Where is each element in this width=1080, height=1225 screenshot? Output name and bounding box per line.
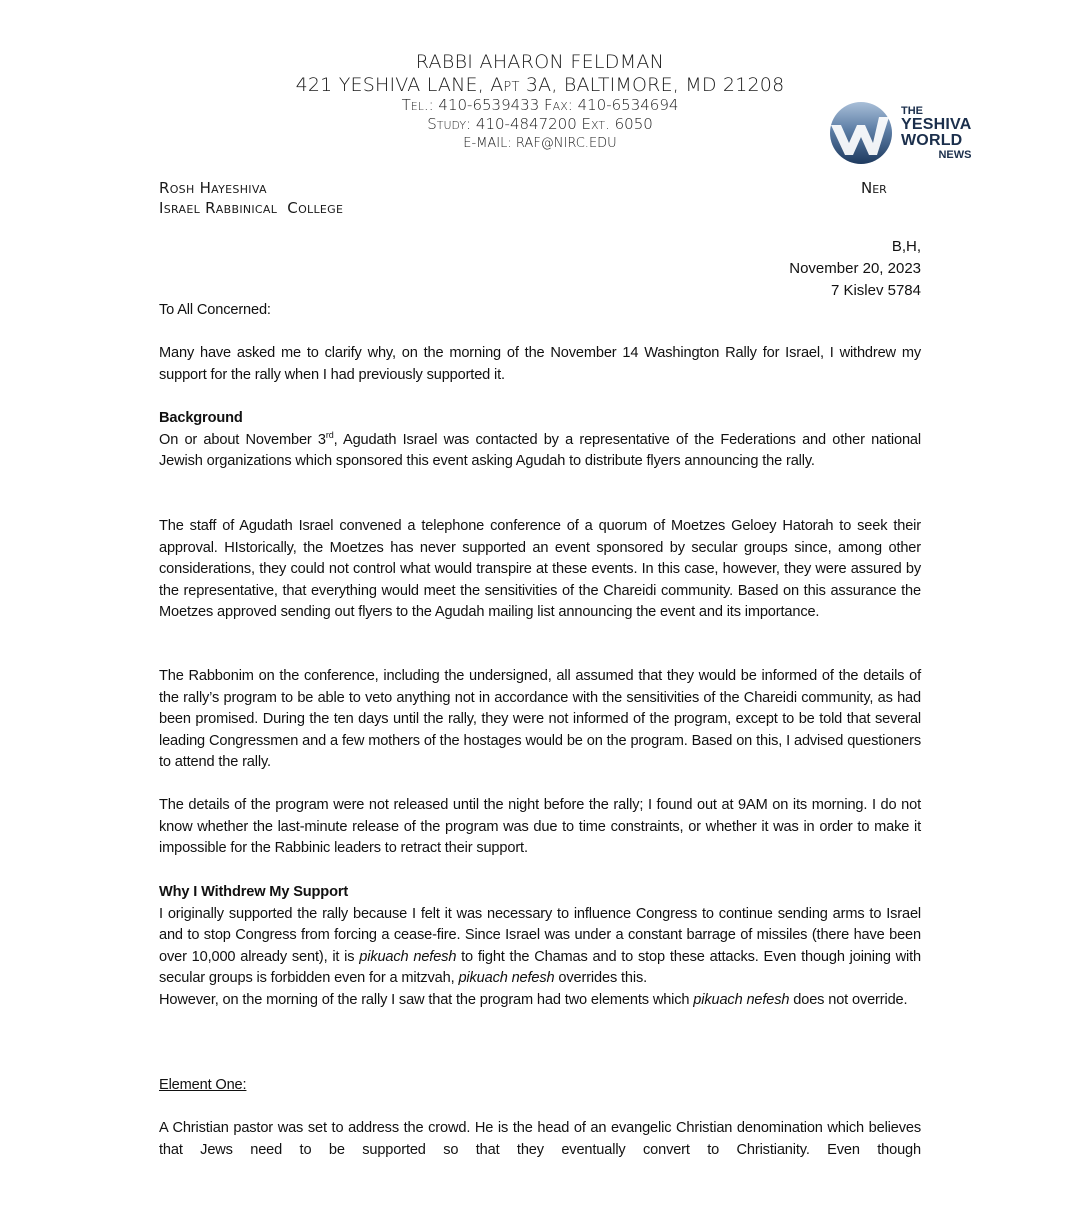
ext-label: Ext. <box>581 115 610 133</box>
affiliation-institution: Israel Rabbinical College <box>159 199 344 217</box>
why-p2-a: However, on the morning of the rally I saw that the program had two elements which <box>159 991 694 1008</box>
why-p1-c: overrides this. <box>554 970 648 986</box>
background-p3-text: The Rabbonim on the conference, including the undersigned, all assumed that they would be informed of the details of the rally’s program to be able to veto anything not in accordance with the sensitivities of the Chareidi community, as had been promised. During the ten days until the rally, they were not informed of the program, except to be told that several leading Congressmen and a few mothers of the hostages would be on the program. Based on this, I advised questioners to attend the rally. <box>159 668 921 770</box>
logo-news: NEWS <box>938 149 972 161</box>
fax-number: 410-6534694 <box>572 96 679 114</box>
tel-number: 410-6539433 <box>433 96 545 114</box>
background-heading: Background <box>159 410 243 426</box>
element-one-text: A Christian pastor was set to address the crowd. He is the head of an evangelic Christian denomination which believes that Jews need to be supported so that they eventually convert to Christianity. Even though <box>159 1120 921 1158</box>
date-bh: B,H, <box>891 238 921 255</box>
background-section <box>159 408 921 473</box>
letterhead-name: RABBI AHARON FELDMAN <box>415 51 665 73</box>
why-heading: Why I Withdrew My Support <box>159 884 349 900</box>
logo-text <box>901 106 971 161</box>
date-hebrew: 7 Kislev 5784 <box>830 282 921 299</box>
bg-p1-text: On or about November 3 <box>159 431 326 448</box>
logo-the: THE <box>901 105 923 117</box>
element-one-heading: Element One: <box>159 1077 247 1093</box>
yeshiva-world-news-icon <box>829 101 893 165</box>
ordinal-superscript: rd <box>325 429 334 440</box>
email-address: RAF@NIRC.EDU <box>511 136 617 151</box>
background-paragraph-4 <box>159 795 921 860</box>
study-number: 410-4847200 <box>471 115 582 133</box>
why-p1-em2: pikuach nefesh <box>458 970 555 986</box>
background-paragraph-1 <box>159 430 921 473</box>
why-p1-a: I originally supported the rally because I felt it was necessary to influence Congress to continue sending arms to Israel and to stop Congress from forcing a cease-fire. Since Israel was under a constant barrage of missiles (there have been over 10,000 already sent), it is <box>159 905 921 965</box>
affiliation <box>159 178 343 218</box>
element-one-heading-block <box>159 1075 921 1097</box>
why-paragraph-2 <box>159 990 921 1012</box>
letterhead-address <box>0 74 1080 96</box>
date-gregorian: November 20, 2023 <box>789 260 921 277</box>
background-p4-text: The details of the program were not released until the night before the rally; I found out at 9AM on its morning. I do not know whether the last-minute release of the program was due to time constraints, or whether it was in order to make it impossible for the Rabbinic leaders to retract their support. <box>159 797 921 856</box>
why-paragraph-1 <box>159 904 921 990</box>
logo-world: WORLD <box>901 132 963 149</box>
why-p2-b: does not override. <box>789 991 908 1008</box>
salutation-text: To All Concerned: <box>159 302 271 318</box>
affiliation-title: Rosh Hayeshiva <box>159 179 267 197</box>
address-city: 3A, BALTIMORE, MD 21208 <box>519 74 785 96</box>
why-p1-em1: pikuach nefesh <box>359 948 457 965</box>
why-p2-em: pikuach nefesh <box>693 991 790 1008</box>
ext-number: 6050 <box>609 115 653 133</box>
background-paragraph-3 <box>159 666 921 774</box>
intro-paragraph <box>159 343 921 386</box>
intro-text: Many have asked me to clarify why, on the morning of the November 14 Washington Rally for Israel, I withdrew my support for the rally when I had previously supported it. <box>159 345 921 383</box>
background-p2-text: The staff of Agudath Israel convened a telephone conference of a quorum of Moetzes Geloey Hatorah to seek their approval. HIstorically, the Moetzes has never supported an event sponsored by secular groups since, among other considerations, they could not control what would transpire at these events. In this case, however, they were assured by the representative, that everything would meet the sensitivities of the Chareidi community. Based on this assurance the Moetzes approved sending out flyers to the Agudah mailing list announcing the event and its importance. <box>159 518 921 620</box>
bg-p1-text-cont: , Agudath Israel was contacted by a representative of the Federations and other national Jewish organizations which sponsored this event asking Agudah to distribute flyers announcing the rally. <box>159 431 921 469</box>
background-paragraph-2 <box>159 516 921 624</box>
email-label: E-MAIL: <box>463 136 512 151</box>
address-apt: Apt <box>490 74 520 96</box>
element-one-paragraph <box>159 1118 921 1161</box>
why-p1-b: to fight the Chamas and to stop these attacks. Even though joining with secular groups is forbidden even for a mitzvah, <box>159 948 921 986</box>
date-block <box>789 236 921 302</box>
yeshiva-world-news-logo <box>829 100 981 166</box>
fax-label: Fax: <box>544 96 573 114</box>
tel-label: Tel.: <box>401 96 434 114</box>
salutation <box>159 300 921 322</box>
logo-yeshiva: YESHIVA <box>901 116 972 133</box>
address-street: 421 YESHIVA LANE, <box>295 74 491 96</box>
study-label: Study: <box>427 115 472 133</box>
affiliation-right: Ner <box>861 179 887 197</box>
why-section <box>159 882 921 1011</box>
